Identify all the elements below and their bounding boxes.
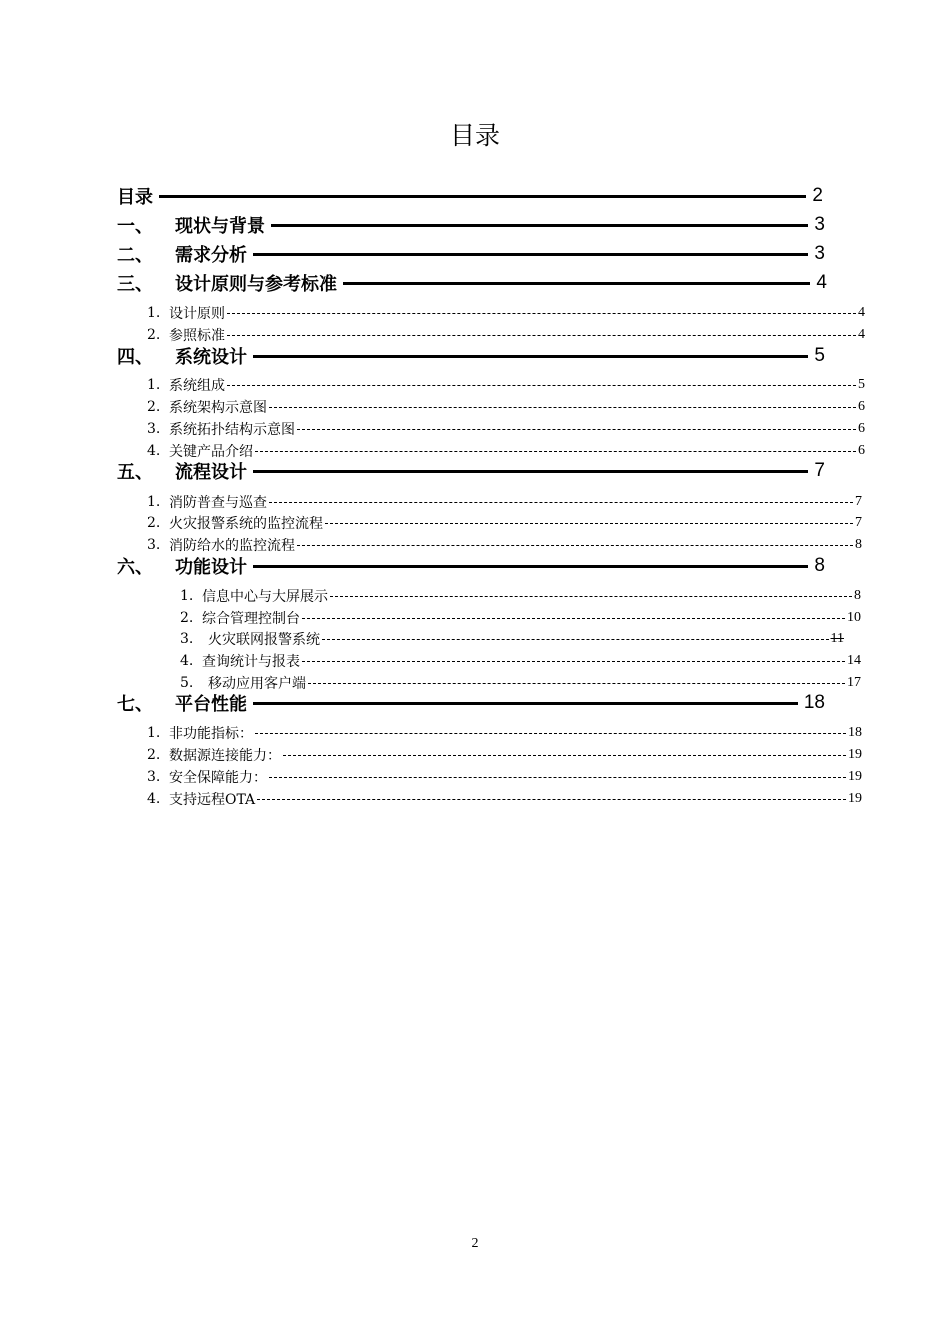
toc-entry-label: 平台性能: [175, 694, 247, 715]
toc-entry-index: 4.: [147, 791, 161, 807]
toc-entry[interactable]: [147, 722, 862, 744]
toc-entry-page: 11: [830, 631, 844, 646]
toc-leader: [253, 565, 808, 568]
toc-entry-index: 1.: [147, 377, 161, 393]
toc-entry[interactable]: [180, 628, 844, 650]
toc-entry[interactable]: [117, 341, 825, 371]
toc-entry-page: 6: [858, 399, 865, 414]
toc-entry-label: 安全保障能力：: [169, 770, 267, 786]
toc-leader: [297, 545, 853, 546]
toc-entry-label: 系统拓扑结构示意图: [169, 422, 295, 438]
toc-entry-label: 火灾联网报警系统: [208, 632, 320, 648]
toc-leader: [283, 755, 846, 756]
toc-entry-page: 8: [855, 537, 862, 552]
toc-entry[interactable]: [180, 607, 861, 629]
toc-entry-page: 3: [814, 243, 825, 264]
toc-leader: [253, 702, 798, 705]
toc-entry-page: 6: [858, 443, 865, 458]
toc-entry[interactable]: [180, 650, 861, 672]
toc-entry-page: 5: [858, 377, 865, 392]
toc-entry-index: 三、: [117, 274, 153, 295]
toc-entry-label: 功能设计: [175, 557, 247, 578]
toc-entry-index: 四、: [117, 347, 153, 368]
toc-entry-page: 7: [814, 460, 825, 481]
toc-entry[interactable]: [117, 456, 825, 486]
toc-entry-label: 需求分析: [175, 245, 247, 266]
toc-entry-label: 参照标准: [169, 328, 225, 344]
toc-entry-index: 1.: [147, 725, 161, 741]
toc-entry[interactable]: [147, 512, 862, 534]
toc-leader: [302, 661, 845, 662]
toc-leader: [330, 596, 852, 597]
toc-entry-index: 2.: [147, 327, 161, 343]
toc-entry-index: 六、: [117, 557, 153, 578]
toc-leader: [325, 523, 853, 524]
toc-entry-page: 18: [848, 725, 862, 740]
toc-entry[interactable]: [147, 788, 862, 810]
toc-entry-page: 7: [855, 494, 862, 509]
toc-entry[interactable]: [117, 210, 825, 240]
toc-entry[interactable]: [147, 396, 865, 418]
toc-entry[interactable]: [117, 268, 827, 298]
toc-entry-index: 3.: [147, 769, 161, 785]
toc-entry-index: 2.: [147, 747, 161, 763]
toc-entry-label: 系统架构示意图: [169, 400, 267, 416]
toc-leader: [322, 639, 829, 640]
toc-entry-page: 19: [848, 791, 862, 806]
toc-leader: [253, 253, 808, 256]
toc-leader: [343, 282, 810, 285]
toc-entry-label: 火灾报警系统的监控流程: [169, 516, 323, 532]
toc-entry-page: 4: [858, 327, 865, 342]
toc-leader: [227, 313, 856, 314]
toc-entry-index: 七、: [117, 694, 153, 715]
toc-leader: [255, 451, 856, 452]
toc-leader: [227, 385, 856, 386]
toc-leader: [253, 355, 808, 358]
toc-leader: [308, 683, 845, 684]
toc-entry-label: 设计原则与参考标准: [175, 274, 337, 295]
toc-entry-page: 10: [847, 610, 861, 625]
page-title: 目录: [449, 121, 500, 150]
toc-entry-label: 消防普查与巡查: [169, 495, 267, 511]
toc-entry-page: 19: [848, 769, 862, 784]
toc-entry-index: 3.: [147, 421, 161, 437]
toc-entry-label: 信息中心与大屏展示: [202, 589, 328, 605]
toc-entry-label: 数据源连接能力：: [169, 748, 281, 764]
page-number: 2: [471, 1236, 479, 1251]
toc-entry[interactable]: [147, 374, 865, 396]
toc-entry-page: 18: [803, 692, 825, 713]
toc-leader: [269, 407, 856, 408]
toc-leader: [297, 429, 856, 430]
toc-entry-index: 1.: [147, 494, 161, 510]
toc-entry-page: 6: [858, 421, 865, 436]
toc-entry-page: 7: [855, 515, 862, 530]
toc-entry-index: 4.: [180, 653, 194, 669]
toc-entry-page: 4: [816, 272, 827, 293]
toc-leader: [302, 618, 845, 619]
toc-leader: [269, 502, 853, 503]
toc-entry-label: 查询统计与报表: [202, 654, 300, 670]
toc-entry[interactable]: [147, 491, 862, 513]
toc-leader: [159, 195, 806, 198]
toc-entry-index: 1.: [180, 588, 194, 604]
toc-entry[interactable]: [180, 585, 861, 607]
toc-entry[interactable]: [117, 239, 825, 269]
toc-entry-index: 2.: [180, 610, 194, 626]
toc-entry-page: 5: [814, 345, 825, 366]
toc-entry-index: 五、: [117, 462, 153, 483]
toc-entry-label: 支持远程OTA: [169, 792, 256, 808]
toc-entry-index: 2.: [147, 399, 161, 415]
toc-entry-label: 流程设计: [175, 462, 247, 483]
toc-entry-page: 8: [814, 555, 825, 576]
toc-entry-index: 1.: [147, 305, 161, 321]
toc-leader: [269, 777, 846, 778]
toc-entry-page: 3: [814, 214, 825, 235]
toc-leader: [227, 335, 856, 336]
toc-entry-page: 19: [848, 747, 862, 762]
toc-entry-index: 3.: [180, 631, 194, 647]
toc-entry[interactable]: [147, 302, 865, 324]
toc-entry-index: 2.: [147, 515, 161, 531]
toc-entry[interactable]: [117, 551, 825, 581]
toc-leader: [253, 470, 808, 473]
toc-entry-label: 目录: [117, 187, 153, 208]
toc-entry-label: 系统组成: [169, 378, 225, 394]
toc-entry-label: 综合管理控制台: [202, 611, 300, 627]
toc-entry-index: 一、: [117, 216, 153, 237]
toc-leader: [255, 733, 846, 734]
toc-entry-label: 关键产品介绍: [169, 444, 253, 460]
toc-entry-page: 14: [847, 653, 861, 668]
toc-entry-index: 5.: [180, 675, 194, 691]
toc-entry[interactable]: [147, 418, 865, 440]
toc-entry-index: 二、: [117, 245, 153, 266]
toc-entry-page: 8: [854, 588, 861, 603]
toc-entry[interactable]: [147, 744, 862, 766]
toc-entry-label: 非功能指标：: [169, 726, 253, 742]
toc-leader: [257, 799, 846, 800]
toc-entry-index: 3.: [147, 537, 161, 553]
toc-entry-label: 系统设计: [175, 347, 247, 368]
toc-entry-label: 设计原则: [169, 306, 225, 322]
toc-leader: [271, 224, 808, 227]
toc-entry-page: 2: [812, 185, 823, 206]
toc-entry[interactable]: [147, 766, 862, 788]
toc-entry[interactable]: [117, 181, 823, 211]
toc-entry-label: 现状与背景: [175, 216, 265, 237]
toc-entry-label: 消防给水的监控流程: [169, 538, 295, 554]
toc-entry-page: 4: [858, 305, 865, 320]
toc-entry-page: 17: [847, 675, 861, 690]
toc-entry-index: 4.: [147, 443, 161, 459]
toc-entry-label: 移动应用客户端: [208, 676, 306, 692]
toc-entry[interactable]: [117, 688, 825, 718]
